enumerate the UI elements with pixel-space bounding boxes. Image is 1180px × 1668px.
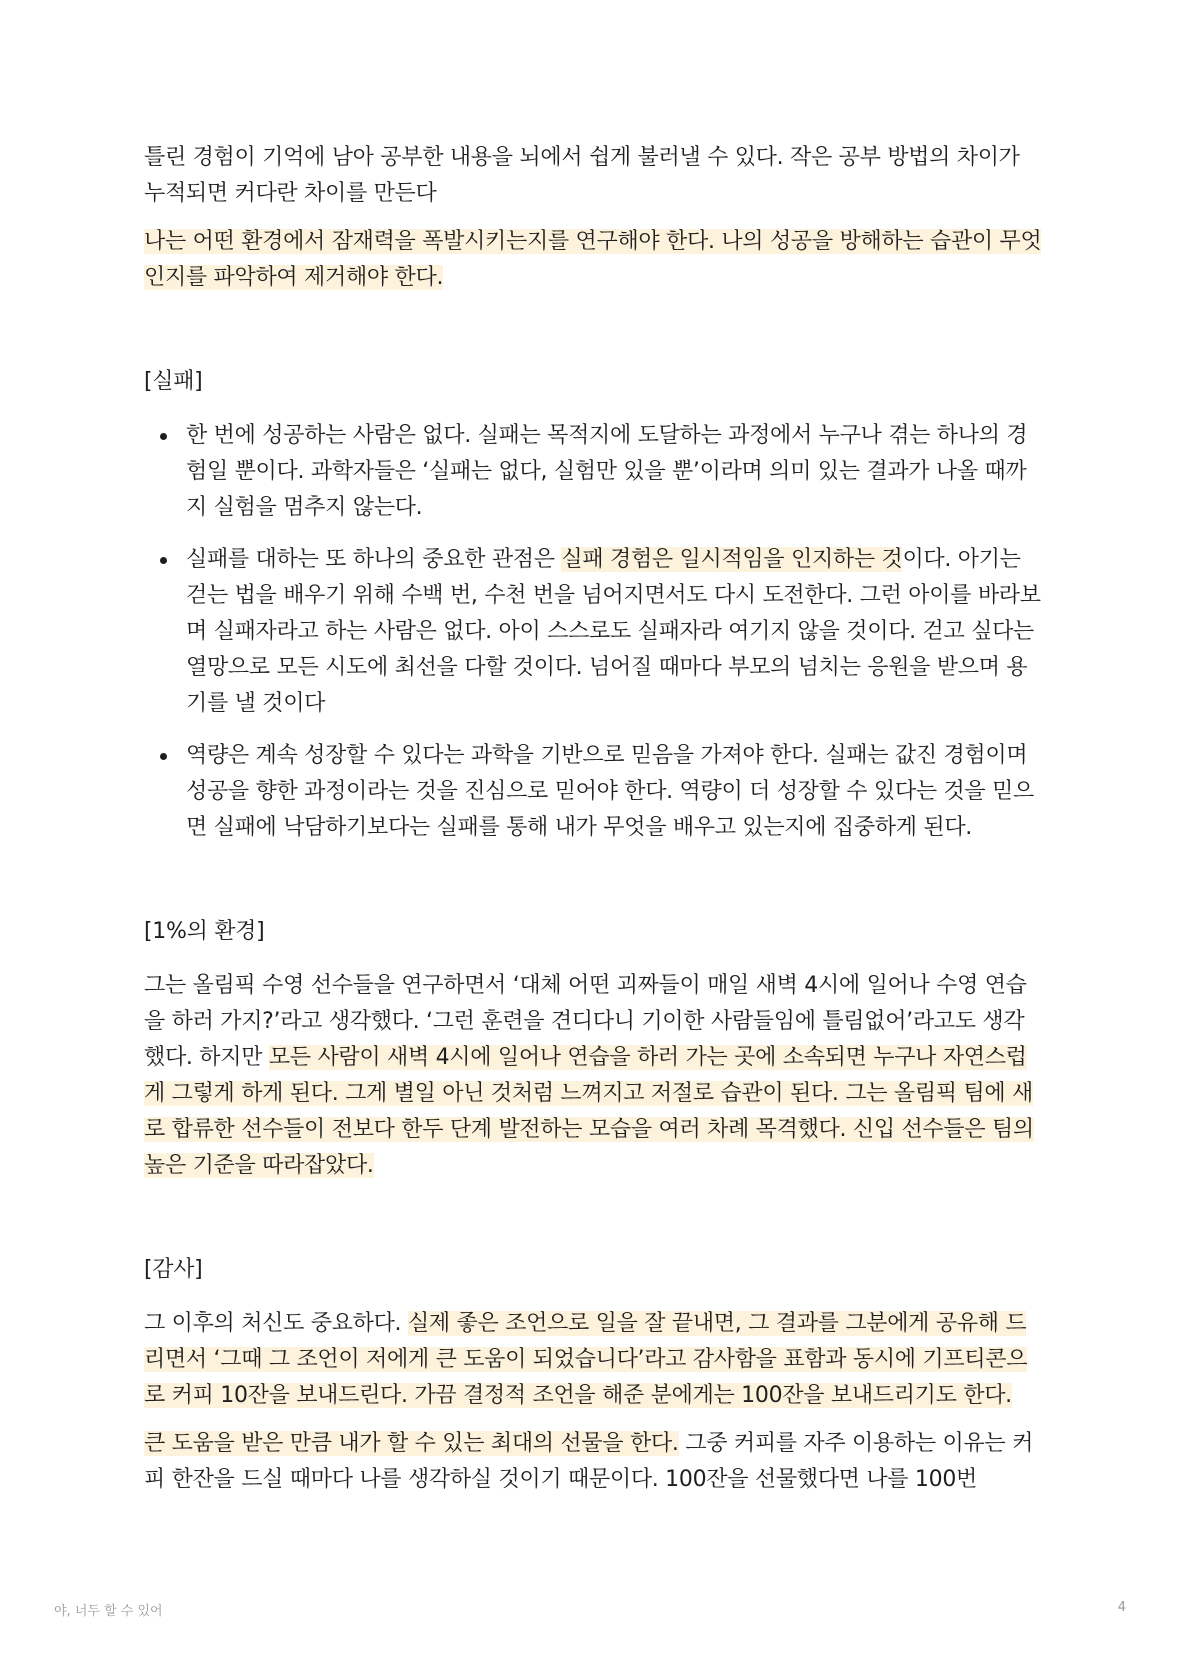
gratitude-paragraph-2 (144, 1426, 1044, 1498)
section-heading-environment: [1%의 환경] (144, 919, 265, 944)
intro-highlight-paragraph (144, 224, 1044, 296)
section-heading-failure: [실패] (144, 369, 203, 394)
paragraph-text: 그는 올림픽 수영 선수들을 연구하면서 ‘대체 어떤 괴짜들이 매일 새벽 4시에 일어나 수영 연습을 하러 가지?’라고 생각했다. ‘그런 훈련을 견디다니 기이한 사람들임에 틀림없어’라고도 생각했다. 하지만 (144, 973, 1027, 1070)
bullet-item (186, 542, 1044, 722)
highlighted-text: 실제 좋은 조언으로 일을 잘 끝내면, 그 결과를 그분에게 공유해 드리면서 ‘그때 그 조언이 저에게 큰 도움이 되었습니다’라고 감사함을 표함과 동시에 기프티콘으로 커피 10잔을 보내드린다. 가끔 결정적 조언을 해준 분에게는 100잔을 보내드리기도 한다. (144, 1311, 1028, 1408)
highlighted-text: 큰 도움을 받은 만큼 내가 할 수 있는 최대의 선물을 한다. (144, 1431, 679, 1456)
highlighted-text: 실패 경험은 일시적임을 인지하는 것 (561, 547, 903, 572)
section-heading-gratitude: [감사] (144, 1257, 203, 1282)
environment-paragraph (144, 968, 1044, 1184)
bullet-item: 역량은 계속 성장할 수 있다는 과학을 기반으로 믿음을 가져야 한다. 실패는 값진 경험이며 성공을 향한 과정이라는 것을 진심으로 믿어야 한다. 역량이 더 성장할 수 있다는 것을 믿으면 실패에 낙담하기보다는 실패를 통해 내가 무엇을 배우고 있는지에 집중하게 된다. (186, 738, 1044, 846)
paragraph-text: 그 이후의 처신도 중요하다. (144, 1311, 408, 1336)
footer-page-number: 4 (1117, 1600, 1126, 1615)
page-content (144, 140, 1044, 1510)
paragraph-text: 그중 커피를 자주 이용하는 이유는 커피 한잔을 드실 때마다 나를 생각하실 것이기 때문이다. 100잔을 선물했다면 나를 100번 (144, 1431, 1034, 1492)
footer-book-title: 야, 너두 할 수 있어 (54, 1604, 163, 1619)
bullet-item: 한 번에 성공하는 사람은 없다. 실패는 목적지에 도달하는 과정에서 누구나 겪는 하나의 경험일 뿐이다. 과학자들은 ‘실패는 없다, 실험만 있을 뿐’이라며 의미 있는 결과가 나올 때까지 실험을 멈추지 않는다. (186, 418, 1044, 526)
highlighted-text: 모든 사람이 새벽 4시에 일어나 연습을 하러 가는 곳에 소속되면 누구나 자연스럽게 그렇게 하게 된다. 그게 별일 아닌 것처럼 느껴지고 저절로 습관이 된다. 그는 올림픽 팀에 새로 합류한 선수들이 전보다 한두 단계 발전하는 모습을 여러 차례 목격했다. 신입 선수들은 팀의 높은 기준을 따라잡았다. (144, 1045, 1034, 1178)
intro-paragraph: 틀린 경험이 기억에 남아 공부한 내용을 뇌에서 쉽게 불러낼 수 있다. 작은 공부 방법의 차이가 누적되면 커다란 차이를 만든다 (144, 145, 1020, 206)
bullet-text: 이다. 아기는 걷는 법을 배우기 위해 수백 번, 수천 번을 넘어지면서도 다시 도전한다. 그런 아이를 바라보며 실패자라고 하는 사람은 없다. 아이 스스로도 실패자라 여기지 않을 것이다. 걷고 싶다는 열망으로 모든 시도에 최선을 다할 것이다. 넘어질 때마다 부모의 넘치는 응원을 받으며 용기를 낼 것이다 (186, 547, 1041, 716)
highlighted-text: 나는 어떤 환경에서 잠재력을 폭발시키는지를 연구해야 한다. 나의 성공을 방해하는 습관이 무엇인지를 파악하여 제거해야 한다. (144, 229, 1042, 290)
bullet-text: 실패를 대하는 또 하나의 중요한 관점은 (186, 547, 562, 572)
failure-bullet-list (144, 418, 1044, 846)
gratitude-paragraph-1 (144, 1306, 1044, 1414)
